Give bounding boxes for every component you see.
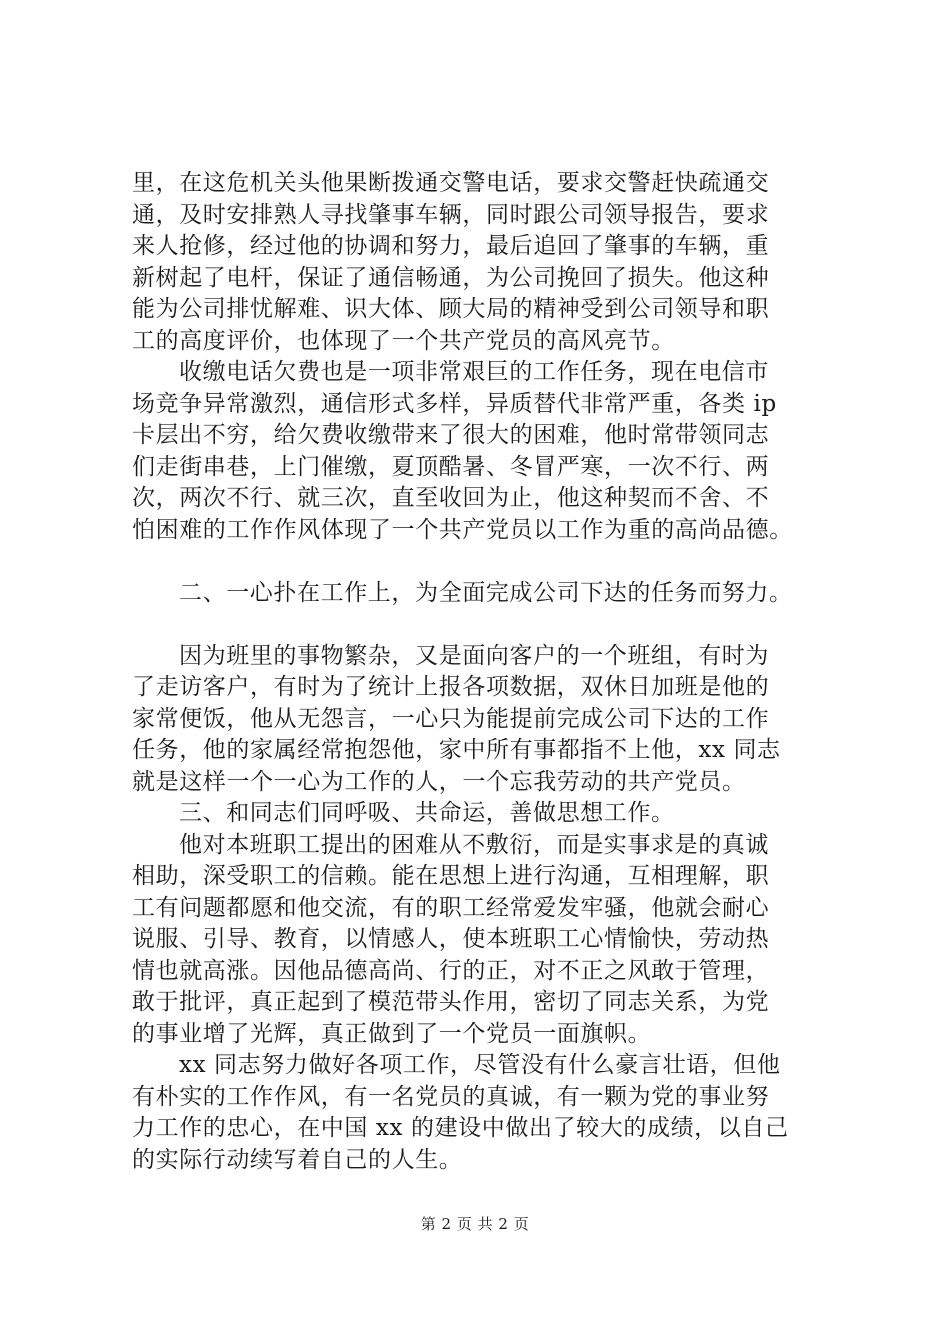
page-number-footer: 第 2 页 共 2 页 xyxy=(420,1215,530,1233)
text-line: 里，在这危机关头他果断拨通交警电话，要求交警赶快疏通交 xyxy=(132,170,770,196)
document-body xyxy=(132,168,832,1176)
paragraph-first-line: xx 同志努力做好各项工作，尽管没有什么豪言壮语，但他 xyxy=(179,1052,781,1078)
text-line: 通，及时安排熟人寻找肇事车辆，同时跟公司领导报告，要求 xyxy=(132,201,770,228)
paragraph-first-line: 收缴电话欠费也是一项非常艰巨的工作任务，现在电信市 xyxy=(179,359,769,385)
text-line: 工的高度评价，也体现了一个共产党员的高风亮节。 xyxy=(132,327,675,354)
text-line: 来人抢修，经过他的协调和努力，最后追回了肇事的车辆，重 xyxy=(132,233,770,259)
text-line: 们走街串巷，上门催缴，夏顶酷暑、冬冒严寒，一次不行、两 xyxy=(132,453,770,480)
paragraph-first-line: 因为班里的事物繁杂，又是面向客户的一个班组，有时为 xyxy=(179,642,769,669)
section-heading: 二、一心扑在工作上，为全面完成公司下达的任务而努力。 xyxy=(179,579,793,606)
text-line: 相助，深受职工的信赖。能在思想上进行沟通，互相理解，职 xyxy=(132,863,770,889)
text-line: 说服、引导、教育，以情感人，使本班职工心情愉快，劳动热 xyxy=(132,926,770,952)
text-line: 的事业增了光辉，真正做到了一个党员一面旗帜。 xyxy=(132,1020,652,1047)
text-line: 了走访客户，有时为了统计上报各项数据，双休日加班是他的 xyxy=(132,674,770,700)
paragraph-gap xyxy=(132,546,832,578)
text-line: 能为公司排忧解难、识大体、顾大局的精神受到公司领导和职 xyxy=(132,296,770,322)
text-line: 新树起了电杆，保证了通信畅通，为公司挽回了损失。他这种 xyxy=(132,264,770,291)
text-line: 敢于批评，真正起到了模范带头作用，密切了同志关系，为党 xyxy=(132,989,770,1015)
text-line: 力工作的忠心，在中国 xx 的建设中做出了较大的成绩，以自己 xyxy=(132,1115,789,1141)
section-heading: 三、和同志们同呼吸、共命运，善做思想工作。 xyxy=(179,800,675,826)
paragraph-gap xyxy=(132,609,832,641)
text-line: 怕困难的工作作风体现了一个共产党员以工作为重的高尚品德。 xyxy=(132,516,793,543)
text-line: 的实际行动续写着自己的人生。 xyxy=(132,1146,463,1173)
text-line: 任务，他的家属经常抱怨他，家中所有事都指不上他，xx 同志 xyxy=(132,737,781,763)
text-line: 场竞争异常激烈，通信形式多样，异质替代非常严重，各类 ip xyxy=(132,390,777,417)
text-line: 工有问题都愿和他交流，有的职工经常爱发牢骚，他就会耐心 xyxy=(132,894,770,921)
text-line: 家常便饭，他从无怨言，一心只为能提前完成公司下达的工作 xyxy=(132,705,770,732)
text-line: 次，两次不行、就三次，直至收回为止，他这种契而不舍、不 xyxy=(132,485,770,511)
text-line: 卡层出不穷，给欠费收缴带来了很大的困难，他时常带领同志 xyxy=(132,422,770,448)
text-line: 有朴实的工作作风，有一名党员的真诚，有一颗为党的事业努 xyxy=(132,1083,770,1110)
paragraph-first-line: 他对本班职工提出的困难从不敷衍，而是实事求是的真诚 xyxy=(179,831,769,858)
text-line: 情也就高涨。因他品德高尚、行的正，对不正之风敢于管理， xyxy=(132,957,770,984)
text-line: 就是这样一个一心为工作的人，一个忘我劳动的共产党员。 xyxy=(132,768,746,795)
